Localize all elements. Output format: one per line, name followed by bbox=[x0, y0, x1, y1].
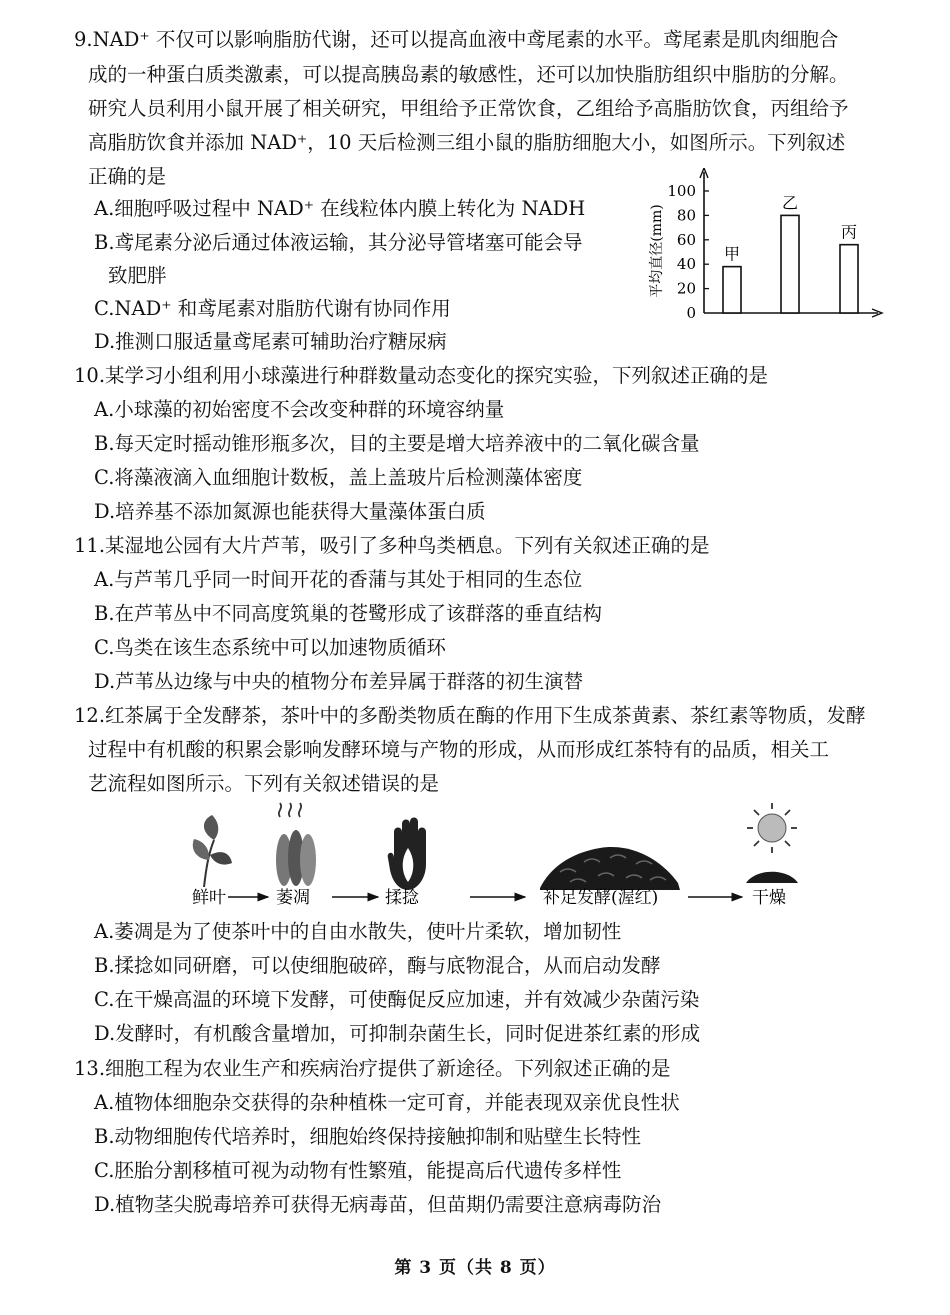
q11-option-a: A.与芦苇几乎同一时间开花的香蒲与其处于相同的生态位 bbox=[94, 568, 583, 591]
step-label-withering: 萎凋 bbox=[276, 888, 310, 908]
q12-stem-line-1: 12.红茶属于全发酵茶，茶叶中的多酚类物质在酶的作用下生成茶黄素、茶红素等物质，发酵 bbox=[74, 704, 866, 727]
dried-tea-pile-icon bbox=[746, 872, 798, 883]
bar-label-3: 丙 bbox=[840, 222, 858, 242]
y-tick-label: 0 bbox=[686, 304, 696, 322]
q13-stem: 13.细胞工程为农业生产和疾病治疗提供了新途径。下列叙述正确的是 bbox=[74, 1057, 671, 1080]
q13-option-d: D.植物茎尖脱毒培养可获得无病毒苗，但苗期仍需要注意病毒防治 bbox=[94, 1193, 662, 1216]
q9-option-a: A.细胞呼吸过程中 NAD⁺ 在线粒体内膜上转化为 NADH bbox=[94, 197, 586, 220]
q12-option-d: D.发酵时，有机酸含量增加，可抑制杂菌生长，同时促进茶红素的形成 bbox=[94, 1022, 701, 1045]
q10-option-b: B.每天定时摇动锥形瓶多次，目的主要是增大培养液中的二氧化碳含量 bbox=[94, 432, 700, 455]
q12-stem-line-2: 过程中有机酸的积累会影响发酵环境与产物的形成，从而形成红茶特有的品质，相关工 bbox=[88, 738, 830, 761]
q9-stem-line-4: 高脂肪饮食并添加 NAD⁺，10 天后检测三组小鼠的脂肪细胞大小，如图所示。下列叙述 bbox=[88, 131, 846, 154]
q9-option-c: C.NAD⁺ 和鸢尾素对脂肪代谢有协同作用 bbox=[94, 297, 451, 320]
q13-option-b: B.动物细胞传代培养时，细胞始终保持接触抑制和贴壁生长特性 bbox=[94, 1125, 642, 1148]
bar-label-1: 甲 bbox=[723, 244, 741, 264]
q12-option-a: A.萎凋是为了使茶叶中的自由水散失，使叶片柔软，增加韧性 bbox=[94, 920, 622, 943]
bar-3 bbox=[840, 245, 858, 313]
step-label-rolling: 揉捻 bbox=[385, 888, 419, 908]
page-footer: 第 3 页（共 8 页） bbox=[394, 1258, 556, 1278]
y-tick-label: 60 bbox=[676, 230, 696, 249]
q11-stem: 11.某湿地公园有大片芦苇，吸引了多种鸟类栖息。下列有关叙述正确的是 bbox=[74, 534, 710, 557]
y-tick-label: 100 bbox=[667, 182, 696, 200]
step-label-fresh-leaf: 鲜叶 bbox=[192, 888, 226, 908]
q9-option-b-line-1: B.鸢尾素分泌后通过体液运输，其分泌导管堵塞可能会导 bbox=[94, 231, 583, 254]
rolling-hand-icon bbox=[388, 818, 426, 891]
q9-stem-line-1: 9.NAD⁺ 不仅可以影响脂肪代谢，还可以提高血液中鸢尾素的水平。鸢尾素是肌肉细胞合 bbox=[74, 28, 839, 51]
bar-2 bbox=[781, 215, 799, 313]
withering-leaves-icon bbox=[276, 803, 316, 886]
bar-1 bbox=[723, 267, 741, 313]
q12-option-c: C.在干燥高温的环境下发酵，可使酶促反应加速，并有效减少杂菌污染 bbox=[94, 988, 700, 1011]
q9-stem-line-3: 研究人员利用小鼠开展了相关研究，甲组给予正常饮食，乙组给予高脂肪饮食，丙组给予 bbox=[88, 97, 849, 120]
fat-cell-diameter-chart bbox=[640, 168, 885, 328]
q10-stem: 10.某学习小组利用小球藻进行种群数量动态变化的探究实验，下列叙述正确的是 bbox=[74, 364, 769, 387]
q11-option-c: C.鸟类在该生态系统中可以加速物质循环 bbox=[94, 636, 446, 659]
q9-option-d: D.推测口服适量鸢尾素可辅助治疗糖尿病 bbox=[94, 330, 447, 353]
q13-option-a: A.植物体细胞杂交获得的杂种植株一定可育，并能表现双亲优良性状 bbox=[94, 1091, 680, 1114]
fermenting-leaf-pile-icon bbox=[540, 847, 680, 890]
q9-stem-line-2: 成的一种蛋白质类激素，可以提高胰岛素的敏感性，还可以加快脂肪组织中脂肪的分解。 bbox=[88, 63, 849, 86]
q11-option-b: B.在芦苇丛中不同高度筑巢的苍鹭形成了该群落的垂直结构 bbox=[94, 602, 603, 625]
step-label-fermentation: 补足发酵(渥红) bbox=[543, 888, 659, 908]
q10-option-d: D.培养基不添加氮源也能获得大量藻体蛋白质 bbox=[94, 500, 486, 523]
q13-option-c: C.胚胎分割移植可视为动物有性繁殖，能提高后代遗传多样性 bbox=[94, 1159, 622, 1182]
bar-label-2: 乙 bbox=[781, 193, 799, 213]
y-tick-label: 80 bbox=[676, 206, 696, 225]
q9-stem-line-5: 正确的是 bbox=[88, 165, 167, 188]
y-tick-label: 20 bbox=[676, 279, 696, 298]
sun-icon bbox=[747, 803, 797, 853]
y-tick-label: 40 bbox=[676, 255, 696, 274]
q11-option-d: D.芦苇丛边缘与中央的植物分布差异属于群落的初生演替 bbox=[94, 670, 584, 693]
fresh-leaf-icon bbox=[193, 815, 232, 887]
q10-option-c: C.将藻液滴入血细胞计数板，盖上盖玻片后检测藻体密度 bbox=[94, 466, 583, 489]
y-axis-label: 平均直径(mm) bbox=[649, 204, 665, 298]
tea-process-diagram bbox=[160, 800, 810, 915]
q12-stem-line-3: 艺流程如图所示。下列有关叙述错误的是 bbox=[88, 772, 440, 795]
q12-option-b: B.揉捻如同研磨，可以使细胞破碎，酶与底物混合，从而启动发酵 bbox=[94, 954, 661, 977]
q10-option-a: A.小球藻的初始密度不会改变种群的环境容纳量 bbox=[94, 398, 505, 421]
step-label-drying: 干燥 bbox=[752, 888, 786, 908]
q9-option-b-line-2: 致肥胖 bbox=[108, 264, 167, 287]
